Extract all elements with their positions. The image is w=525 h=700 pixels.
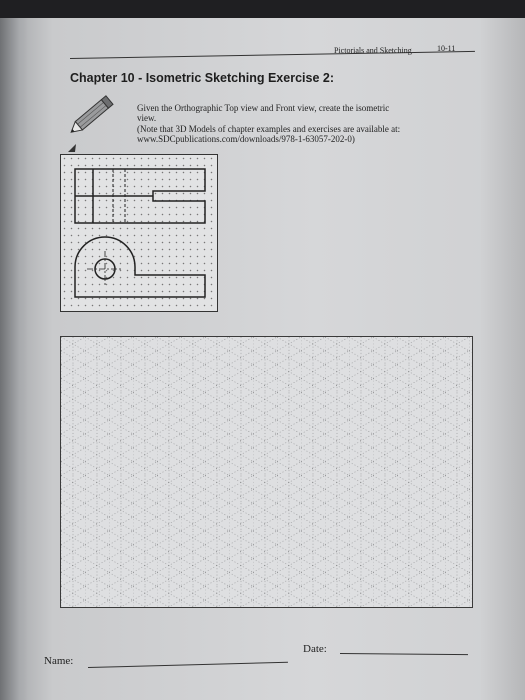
date-label: Date: <box>303 643 327 655</box>
isometric-grid-box <box>60 336 473 608</box>
workbook-page <box>0 18 525 700</box>
pencil-icon <box>68 84 124 145</box>
header-section-title: Pictorials and Sketching <box>334 46 412 55</box>
chapter-title: Chapter 10 - Isometric Sketching Exercise 2: <box>70 71 334 85</box>
page-edge-shadow <box>480 18 525 700</box>
orthographic-drawing <box>61 155 219 313</box>
instruction-line-1: Given the Orthographic Top view and Front view, create the isometric <box>137 103 390 113</box>
note-line-1: (Note that 3D Models of chapter examples and exercises are available at: <box>137 124 401 134</box>
exercise-instructions <box>137 103 467 144</box>
header-rule <box>70 51 475 59</box>
date-write-line <box>340 653 468 655</box>
header-page-number: 10-11 <box>437 44 456 53</box>
orthographic-views-box <box>60 154 218 312</box>
page-fold-shadow <box>0 18 28 700</box>
note-line-2: www.SDCpublications.com/downloads/978-1-63057-202-0) <box>137 134 355 144</box>
instruction-line-2: view. <box>137 113 157 123</box>
name-write-line <box>88 662 288 668</box>
isometric-dot-grid <box>61 337 473 608</box>
name-label: Name: <box>44 655 74 667</box>
